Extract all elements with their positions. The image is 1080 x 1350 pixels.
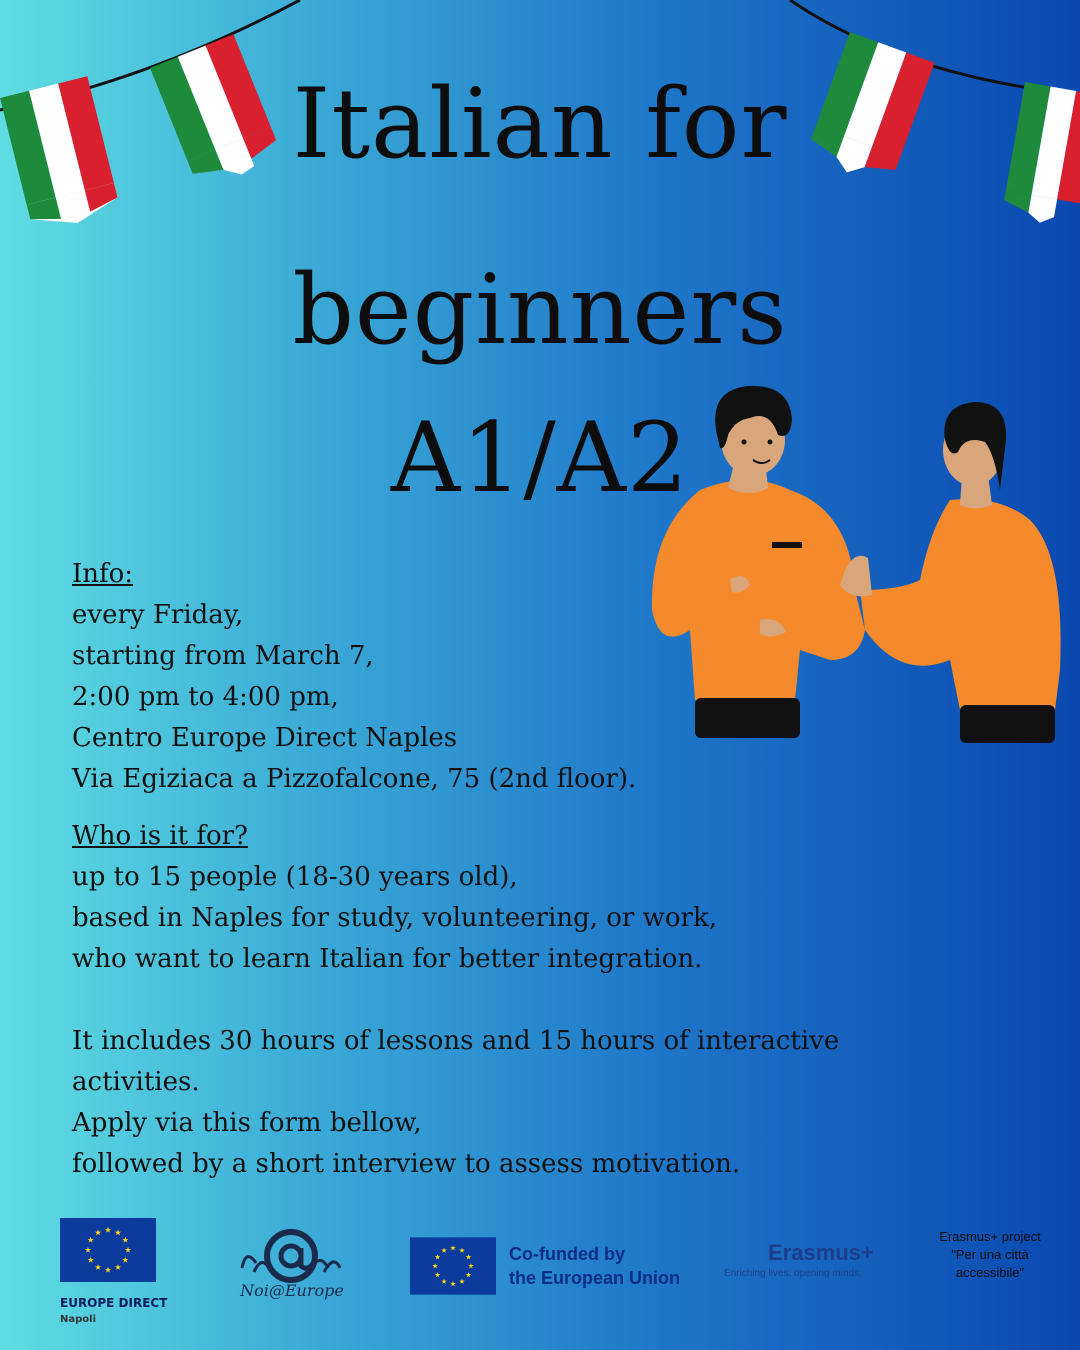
cofunded-line-1: Co-funded by [509, 1244, 625, 1264]
info-line: every Friday, [72, 600, 244, 630]
info-section [72, 554, 872, 800]
details-line: Apply via this form bellow, [72, 1108, 422, 1138]
details-section [72, 1021, 872, 1185]
eu-flag-icon [410, 1237, 496, 1295]
info-heading: Info: [72, 559, 134, 589]
who-heading: Who is it for? [72, 821, 248, 851]
noi-europe-text: Noi@Europe [240, 1281, 344, 1300]
project-text [920, 1228, 1060, 1282]
title-line-1: Italian for [292, 68, 788, 180]
details-line: It includes 30 hours of lessons and 15 hours of interactive activities. [72, 1026, 840, 1097]
info-line: Centro Europe Direct Naples [72, 723, 458, 753]
project-line-3: accessibile" [955, 1265, 1025, 1280]
title-line-3: A1/A2 [390, 402, 690, 514]
details-line: followed by a short interview to assess motivation. [72, 1149, 741, 1179]
erasmus-name: Erasmus+ [768, 1240, 874, 1265]
title-line-2: beginners [292, 254, 788, 366]
europe-direct-city: Napoli [60, 1314, 97, 1325]
project-line-2: "Per una città [951, 1247, 1029, 1262]
who-section [72, 816, 872, 980]
cofunded-line-2: the European Union [509, 1268, 680, 1288]
who-line: based in Naples for study, volunteering, or work, [72, 903, 717, 933]
erasmus-tagline: Enriching lives, opening minds. [724, 1268, 862, 1279]
who-line: who want to learn Italian for better integration. [72, 944, 703, 974]
project-line-1: Erasmus+ project [939, 1229, 1041, 1244]
who-line: up to 15 people (18-30 years old), [72, 862, 518, 892]
noi-europe-logo [236, 1228, 346, 1284]
cofunded-text [509, 1242, 680, 1290]
europe-direct-name: EUROPE DIRECT [60, 1296, 168, 1310]
info-line: 2:00 pm to 4:00 pm, [72, 682, 339, 712]
info-line: starting from March 7, [72, 641, 374, 671]
eu-flag-icon [60, 1218, 156, 1282]
info-line: Via Egiziaca a Pizzofalcone, 75 (2nd floor). [72, 764, 637, 794]
